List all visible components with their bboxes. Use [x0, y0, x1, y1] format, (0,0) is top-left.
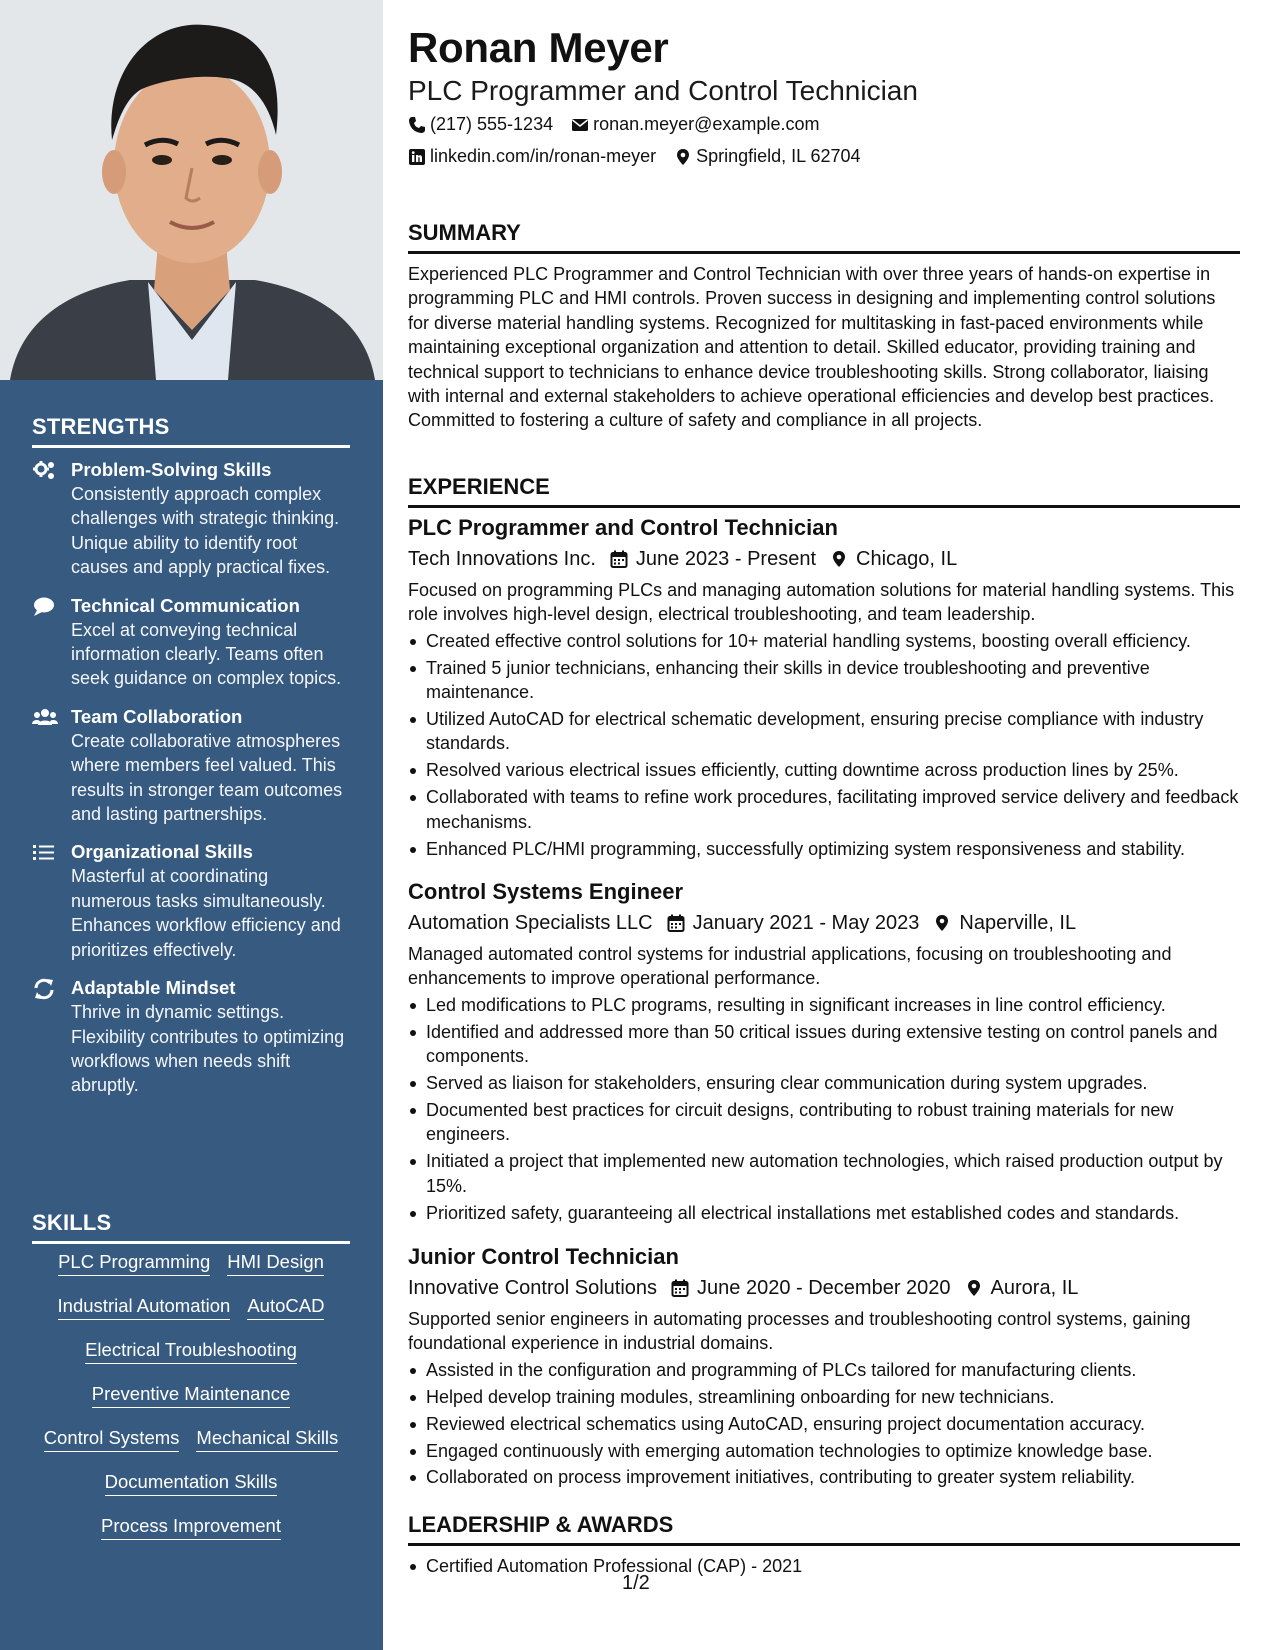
strength-title: Organizational Skills — [71, 841, 253, 863]
linkedin-link[interactable]: linkedin.com/in/ronan-meyer — [430, 146, 657, 166]
bullet-item: Helped develop training modules, streamlining onboarding for new technicians. — [408, 1385, 1240, 1409]
job-meta — [408, 1273, 1240, 1303]
job-meta — [408, 544, 1240, 574]
phone-link[interactable]: (217) 555-1234 — [430, 114, 554, 134]
email-link[interactable]: ronan.meyer@example.com — [593, 114, 820, 134]
job-location: Aurora, IL — [990, 1277, 1079, 1299]
company-name: Innovative Control Solutions — [408, 1277, 658, 1299]
skill-tag: Process Improvement — [101, 1514, 281, 1540]
bullet-item: Utilized AutoCAD for electrical schematic development, ensuring precise compliance with industry standards. — [408, 707, 1240, 756]
job-title: Control Systems Engineer — [408, 879, 684, 904]
job-dates: June 2020 - December 2020 — [697, 1277, 951, 1299]
strength-item — [32, 840, 352, 962]
strengths-heading: STRENGTHS — [32, 414, 350, 448]
job-location: Chicago, IL — [856, 548, 958, 570]
experience-entry — [408, 878, 1240, 1227]
sync-icon — [32, 978, 56, 1000]
skill-tag: HMI Design — [227, 1250, 324, 1276]
location-text: Springfield, IL 62704 — [696, 146, 861, 166]
location-pin-icon — [933, 914, 951, 932]
bullet-item: Collaborated with teams to refine work procedures, facilitating improved service delivery and feedback mechanisms. — [408, 785, 1240, 834]
summary-text: Experienced PLC Programmer and Control Technician with over three years of hands-on expertise in programming PLC and HMI controls. Proven success in designing and implementing control solutions for diverse material handling systems. Recognized for multitasking in fast-paced environments while maintaining exceptional organization and attention to detail. Skilled educator, providing training and technical support to technicians to enhance device troubleshooting skills. Strong collaborator, liaising with internal and external stakeholders to achieve operational efficiencies and develop best practices. Committed to fostering a culture of safety and compliance in all projects. — [408, 264, 1216, 431]
bullet-item: Enhanced PLC/HMI programming, successfully optimizing system responsiveness and stability. — [408, 837, 1240, 861]
strength-item — [32, 458, 352, 580]
skills-heading: SKILLS — [32, 1210, 350, 1244]
skill-tag: Control Systems — [44, 1426, 180, 1452]
bullet-item: Resolved various electrical issues efficiently, cutting downtime across production lines by 25%. — [408, 758, 1240, 782]
strength-title: Team Collaboration — [71, 705, 243, 727]
skill-tag: Preventive Maintenance — [92, 1382, 290, 1408]
job-dates: January 2021 - May 2023 — [692, 912, 920, 934]
skill-tag: PLC Programming — [58, 1250, 210, 1276]
calendar-icon — [610, 550, 628, 568]
job-title: Junior Control Technician — [408, 1244, 679, 1269]
bullet-item: Created effective control solutions for 10+ material handling systems, boosting overall efficiency. — [408, 629, 1240, 653]
bullet-item: Certified Automation Professional (CAP) - 2021 — [408, 1554, 1240, 1578]
strength-desc: Create collaborative atmospheres where members feel valued. This results in stronger team outcomes and lasting partnerships. — [71, 730, 343, 825]
users-icon — [32, 707, 56, 729]
phone-icon — [408, 116, 426, 134]
gears-icon — [32, 460, 56, 482]
strength-title: Adaptable Mindset — [71, 977, 236, 999]
experience-entry — [408, 1243, 1240, 1492]
bullet-item: Reviewed electrical schematics using AutoCAD, ensuring project documentation accuracy. — [408, 1412, 1240, 1436]
sidebar — [0, 0, 383, 1650]
skill-tag: Documentation Skills — [105, 1470, 278, 1496]
bullet-item: Prioritized safety, guaranteeing all electrical installations met established codes and standards. — [408, 1201, 1240, 1225]
profile-photo — [0, 0, 383, 380]
calendar-icon — [667, 914, 685, 932]
bullet-item: Initiated a project that implemented new automation technologies, which raised production output by 15%. — [408, 1149, 1240, 1198]
strength-desc: Masterful at coordinating numerous tasks simultaneously. Enhances workflow efficiency and prioritizes effectively. — [71, 866, 341, 960]
job-bullets — [408, 993, 1240, 1225]
bullet-item: Trained 5 junior technicians, enhancing their skills in device troubleshooting and preventive maintenance. — [408, 656, 1240, 705]
bullet-item: Assisted in the configuration and programming of PLCs tailored for manufacturing clients. — [408, 1358, 1240, 1382]
job-description: Focused on programming PLCs and managing automation solutions for material handling systems. This role involves high-level design, electrical troubleshooting, and team leadership. — [408, 580, 1235, 625]
company-name: Tech Innovations Inc. — [408, 548, 596, 570]
job-description: Supported senior engineers in automating processes and troubleshooting control systems, gaining foundational experience in industrial domains. — [408, 1309, 1191, 1354]
envelope-icon — [571, 116, 589, 134]
strength-item — [32, 594, 352, 691]
location-pin-icon — [830, 550, 848, 568]
strength-desc: Thrive in dynamic settings. Flexibility contributes to optimizing workflows when needs shift abruptly. — [71, 1002, 345, 1096]
leadership-list — [408, 1554, 1240, 1581]
job-description: Managed automated control systems for industrial applications, focusing on troubleshooting and enhancements to improve operational performance. — [408, 944, 1172, 989]
company-name: Automation Specialists LLC — [408, 912, 653, 934]
candidate-name: Ronan Meyer — [408, 24, 669, 71]
page-number: 1/2 — [622, 1572, 650, 1594]
linkedin-icon — [408, 148, 426, 166]
skill-tag: Electrical Troubleshooting — [85, 1338, 297, 1364]
skill-tag: Mechanical Skills — [196, 1426, 338, 1452]
bullet-item: Served as liaison for stakeholders, ensuring clear communication during system upgrades. — [408, 1071, 1240, 1095]
bullet-item: Identified and addressed more than 50 critical issues during extensive testing on control panels and components. — [408, 1020, 1240, 1069]
summary-heading: SUMMARY — [408, 220, 1240, 254]
calendar-icon — [671, 1279, 689, 1297]
experience-entry — [408, 514, 1240, 863]
job-dates: June 2023 - Present — [635, 548, 817, 570]
bullet-item: Led modifications to PLC programs, resulting in significant increases in line control efficiency. — [408, 993, 1240, 1017]
strength-item — [32, 976, 352, 1098]
skill-tag: AutoCAD — [247, 1294, 324, 1320]
job-bullets — [408, 629, 1240, 861]
strengths-list — [32, 458, 352, 1112]
contact-row — [408, 146, 861, 167]
job-bullets — [408, 1358, 1240, 1490]
bullet-item: Collaborated on process improvement initiatives, contributing to greater system reliability. — [408, 1465, 1240, 1489]
skills-list — [32, 1250, 350, 1558]
bullet-item: Engaged continuously with emerging automation technologies to optimize knowledge base. — [408, 1439, 1240, 1463]
strength-desc: Excel at conveying technical information clearly. Teams often seek guidance on complex topics. — [71, 619, 342, 689]
strength-title: Technical Communication — [71, 594, 300, 616]
location-pin-icon — [674, 148, 692, 166]
strength-item — [32, 705, 352, 827]
location-pin-icon — [965, 1279, 983, 1297]
skill-tag: Industrial Automation — [58, 1294, 231, 1320]
leadership-heading: LEADERSHIP & AWARDS — [408, 1512, 1240, 1546]
strength-title: Problem-Solving Skills — [71, 459, 272, 480]
contact-row — [408, 114, 819, 135]
experience-heading: EXPERIENCE — [408, 474, 1240, 508]
candidate-role: PLC Programmer and Control Technician — [408, 75, 918, 106]
bullet-item: Documented best practices for circuit designs, contributing to robust training materials for new engineers. — [408, 1098, 1240, 1147]
job-location: Naperville, IL — [959, 912, 1077, 934]
list-icon — [32, 842, 56, 864]
portrait-image — [0, 0, 383, 380]
job-meta — [408, 908, 1240, 938]
strength-desc: Consistently approach complex challenges with strategic thinking. Unique ability to identify root causes and apply practical fixes. — [71, 484, 340, 578]
speech-bubble-icon — [32, 596, 56, 618]
job-title: PLC Programmer and Control Technician — [408, 515, 838, 540]
